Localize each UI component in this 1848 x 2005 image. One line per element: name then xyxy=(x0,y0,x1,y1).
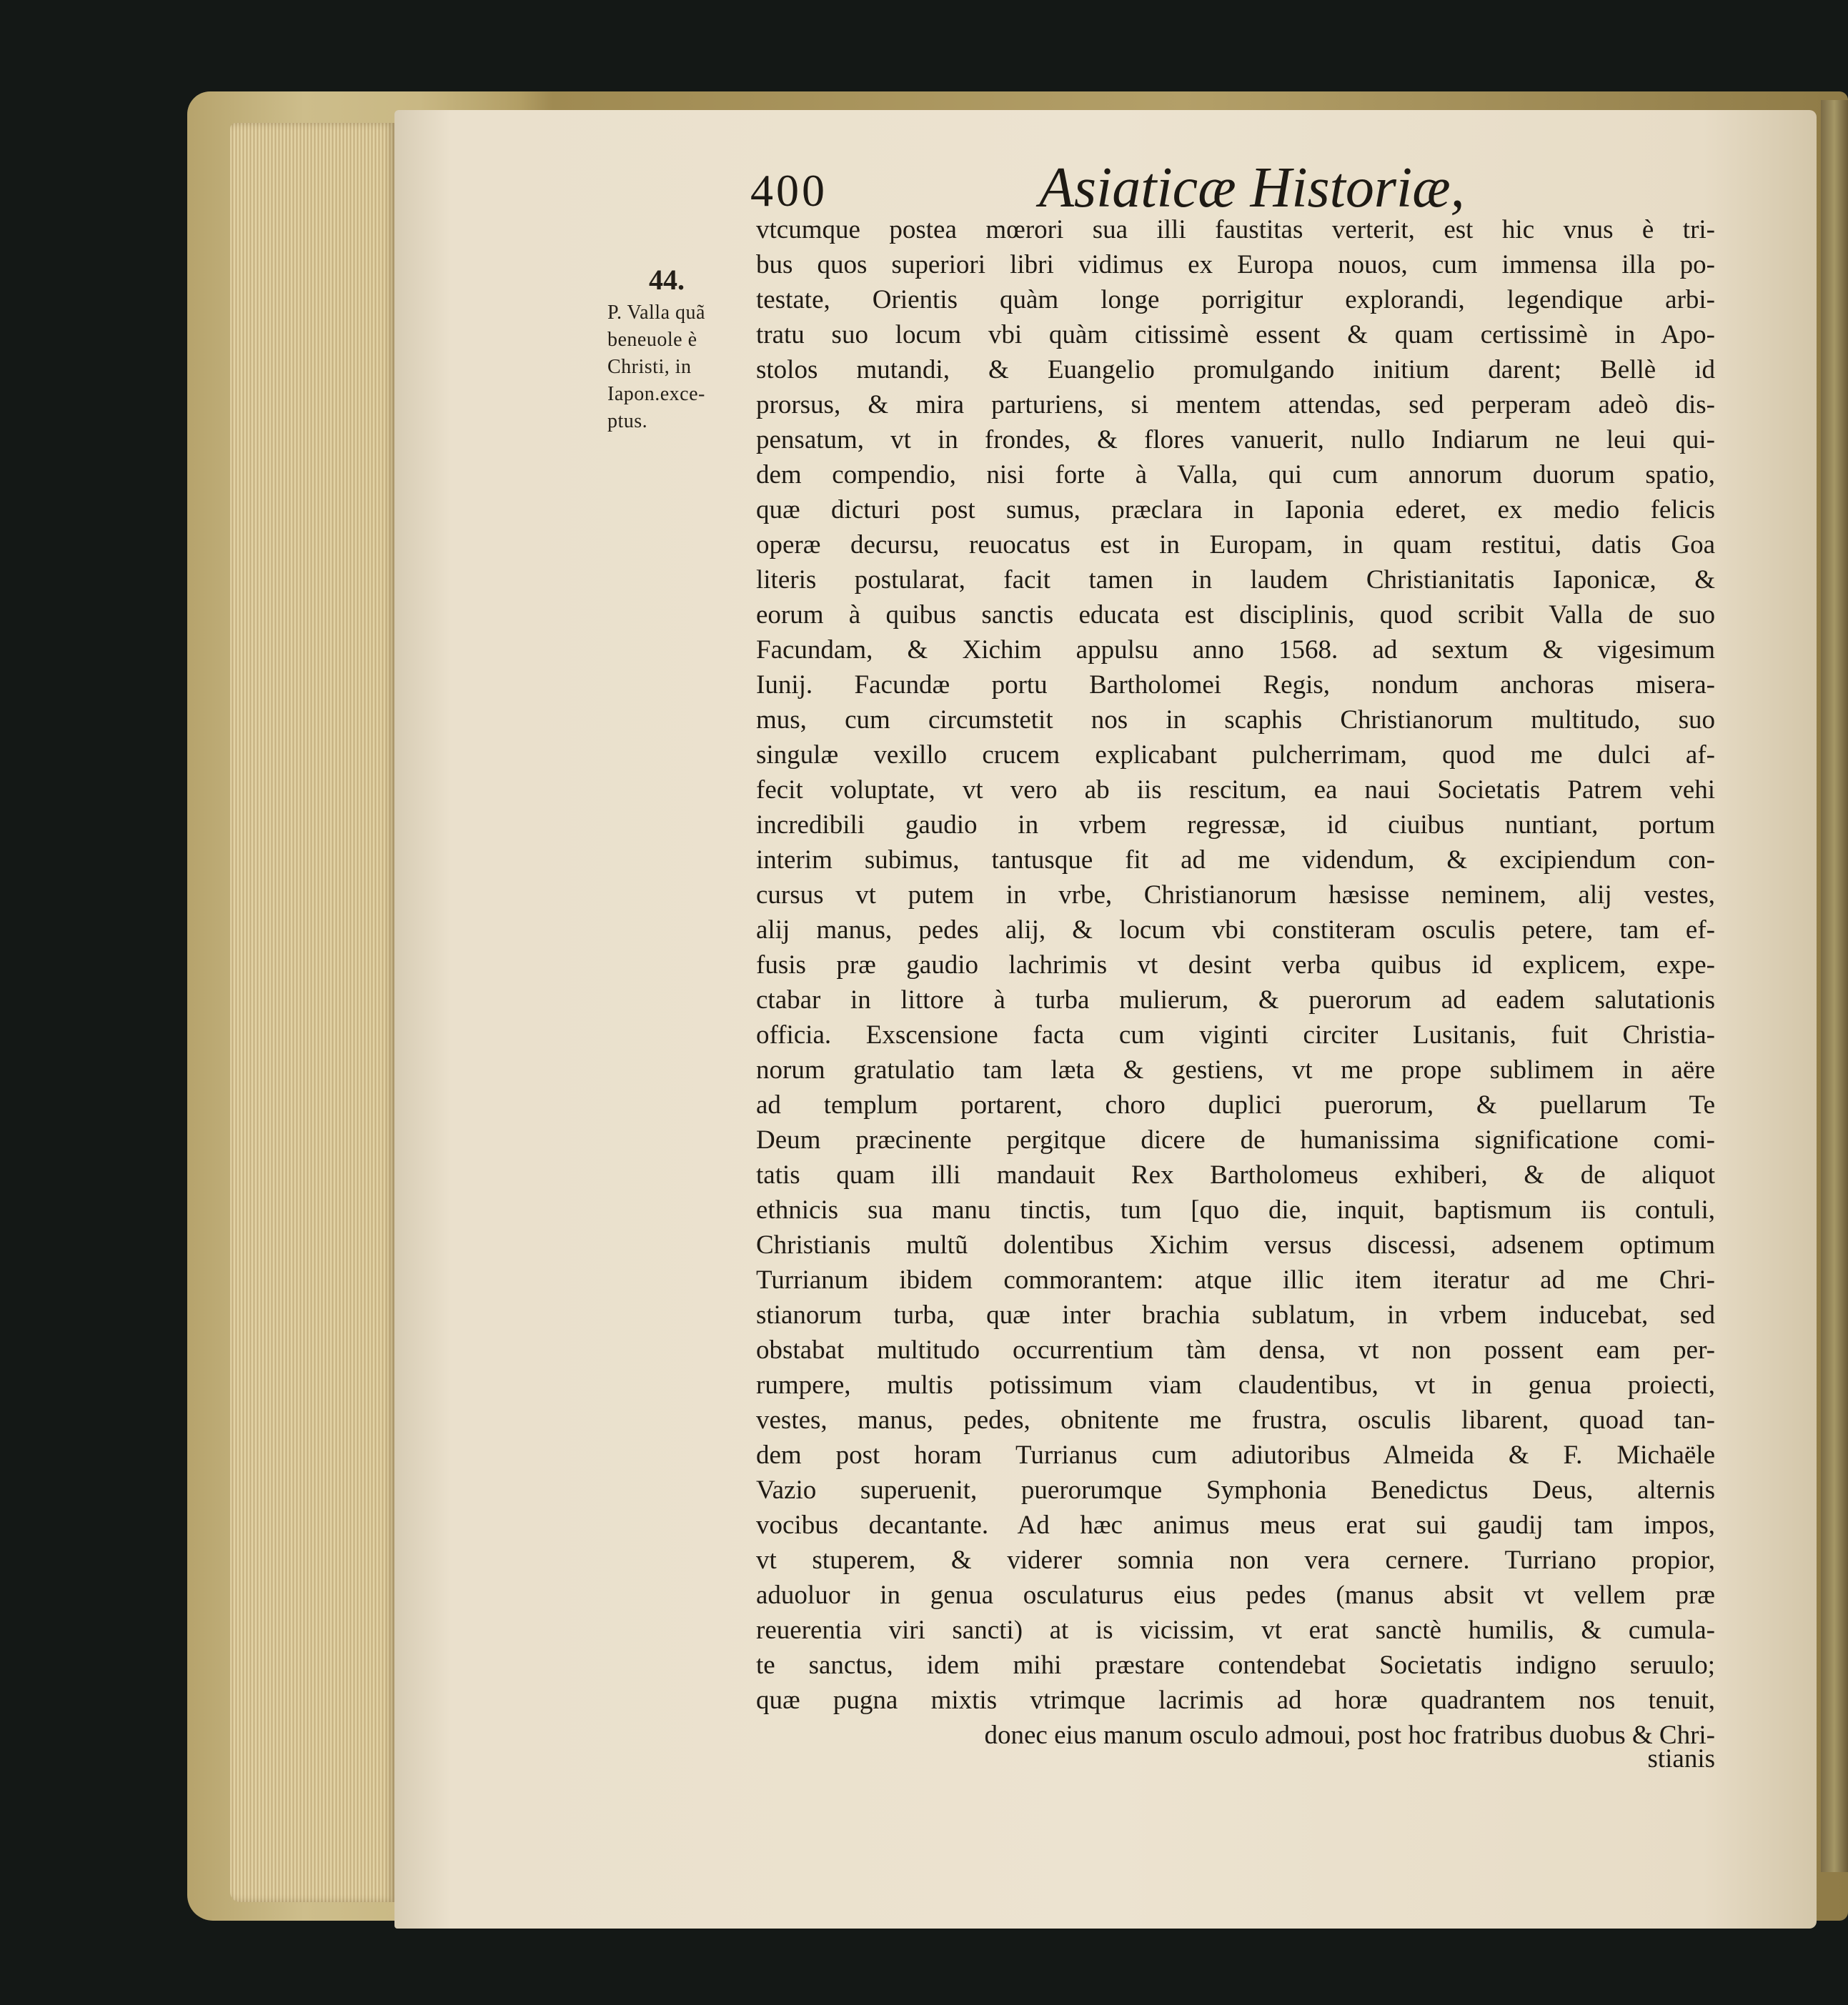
text-line: norum gratulatio tam læta & gestiens, vt me prope sublimem in aëre xyxy=(756,1055,1715,1085)
text-line: fecit voluptate, vt vero ab iis rescitum, ea naui Societatis Patrem vehi xyxy=(756,775,1715,805)
text-line: donec eius manum osculo admoui, post hoc fratribus duobus & Chri- xyxy=(984,1721,1715,1750)
text-line: prorsus, & mira parturiens, si mentem attendas, sed perperam adeò dis- xyxy=(756,390,1715,419)
margin-note-line: ptus. xyxy=(607,410,648,432)
text-line: mus, cum circumstetit nos in scaphis Christianorum multitudo, suo xyxy=(756,705,1715,735)
text-line: te sanctus, idem mihi præstare contendebat Societatis indigno seruulo; xyxy=(756,1651,1715,1680)
page-edges xyxy=(230,123,394,1902)
margin-note xyxy=(607,263,736,435)
page-number: 400 xyxy=(750,165,828,216)
text-line: operæ decursu, reuocatus est in Europam, in quam restitui, datis Goa xyxy=(756,530,1715,559)
text-line: Turrianum ibidem commorantem: atque illic item iteratur ad me Chri- xyxy=(756,1265,1715,1295)
text-line: Facundam, & Xichim appulsu anno 1568. ad sextum & vigesimum xyxy=(756,635,1715,665)
text-line: tratu suo locum vbi quàm citissimè essent & quam certissimè in Apo- xyxy=(756,320,1715,349)
text-line: ad templum portarent, choro duplici puerorum, & puellarum Te xyxy=(756,1090,1715,1120)
text-line: stolos mutandi, & Euangelio promulgando initium darent; Bellè id xyxy=(756,355,1715,384)
margin-note-line: beneuole è xyxy=(607,329,697,351)
margin-note-line: P. Valla quã xyxy=(607,302,705,324)
text-line: vestes, manus, pedes, obnitente me frustra, osculis libarent, quoad tan- xyxy=(756,1406,1715,1435)
margin-note-lines xyxy=(607,299,736,435)
text-line: incredibili gaudio in vrbem regressæ, id ciuibus nuntiant, portum xyxy=(756,810,1715,840)
text-line: vocibus decantante. Ad hæc animus meus erat sui gaudij tam impos, xyxy=(756,1511,1715,1540)
text-line: alij manus, pedes alij, & locum vbi constiteram osculis petere, tam ef- xyxy=(756,915,1715,945)
text-line: dem post horam Turrianus cum adiutoribus Almeida & F. Michaële xyxy=(756,1441,1715,1470)
section-number: 44. xyxy=(649,264,685,296)
catchword: stianis xyxy=(1647,1744,1715,1773)
facing-page-edge xyxy=(1821,100,1848,1872)
text-line: pensatum, vt in frondes, & flores vanuerit, nullo Indiarum ne leui qui- xyxy=(756,425,1715,454)
text-line: dem compendio, nisi forte à Valla, qui cum annorum duorum spatio, xyxy=(756,460,1715,489)
margin-note-line: Iapon.exce- xyxy=(607,383,705,405)
text-line: officia. Exscensione facta cum viginti circiter Lusitanis, fuit Christia- xyxy=(756,1020,1715,1050)
running-title: Asiaticæ Historiæ, xyxy=(1039,156,1465,219)
text-line: interim subimus, tantusque fit ad me videndum, & excipiendum con- xyxy=(756,845,1715,875)
text-line: obstabat multitudo occurrentium tàm densa, vt non possent eam per- xyxy=(756,1335,1715,1365)
text-line: eorum à quibus sanctis educata est disciplinis, quod scribit Valla de suo xyxy=(756,600,1715,630)
text-line: Vazio superuenit, puerorumque Symphonia Benedictus Deus, alternis xyxy=(756,1476,1715,1505)
text-line: quæ pugna mixtis vtrimque lacrimis ad horæ quadrantem nos tenuit, xyxy=(756,1686,1715,1715)
text-line: cursus vt putem in vrbe, Christianorum hæsisse neminem, alij vestes, xyxy=(756,880,1715,910)
text-line: rumpere, multis potissimum viam claudentibus, vt in genua proiecti, xyxy=(756,1370,1715,1400)
text-line: tatis quam illi mandauit Rex Bartholomeus exhiberi, & de aliquot xyxy=(756,1160,1715,1190)
text-line: singulæ vexillo crucem explicabant pulcherrimam, quod me dulci af- xyxy=(756,740,1715,770)
margin-note-line: Christi, in xyxy=(607,356,692,378)
text-line: fusis præ gaudio lachrimis vt desint verba quibus id explicem, expe- xyxy=(756,950,1715,980)
text-line: vt stuperem, & viderer somnia non vera cernere. Turriano propior, xyxy=(756,1546,1715,1575)
text-line: testate, Orientis quàm longe porrigitur explorandi, legendique arbi- xyxy=(756,285,1715,314)
text-line: literis postularat, facit tamen in laudem Christianitatis Iaponicæ, & xyxy=(756,565,1715,594)
text-line: aduoluor in genua osculaturus eius pedes (manus absit vt vellem præ xyxy=(756,1581,1715,1610)
text-line: Deum præcinente pergitque dicere de humanissima significatione comi- xyxy=(756,1125,1715,1155)
text-line: reuerentia viri sancti) at is vicissim, vt erat sanctè humilis, & cumula- xyxy=(756,1616,1715,1645)
body-text xyxy=(756,212,1715,1753)
text-line: ctabar in littore à turba mulierum, & puerorum ad eadem salutationis xyxy=(756,985,1715,1015)
text-line: stianorum turba, quæ inter brachia sublatum, in vrbem inducebat, sed xyxy=(756,1300,1715,1330)
text-line: Iunij. Facundæ portu Bartholomei Regis, nondum anchoras misera- xyxy=(756,670,1715,700)
text-line: vtcumque postea mœrori sua illi faustitas verterit, est hic vnus è tri- xyxy=(756,215,1715,244)
text-line: Christianis multũ dolentibus Xichim versus discessi, adsenem optimum xyxy=(756,1230,1715,1260)
text-line: ethnicis sua manu tinctis, tum [quo die, inquit, baptismum iis contuli, xyxy=(756,1195,1715,1225)
text-line: bus quos superiori libri vidimus ex Europa nouos, cum immensa illa po- xyxy=(756,250,1715,279)
text-line: quæ dicturi post sumus, præclara in Iaponia ederet, ex medio felicis xyxy=(756,495,1715,524)
